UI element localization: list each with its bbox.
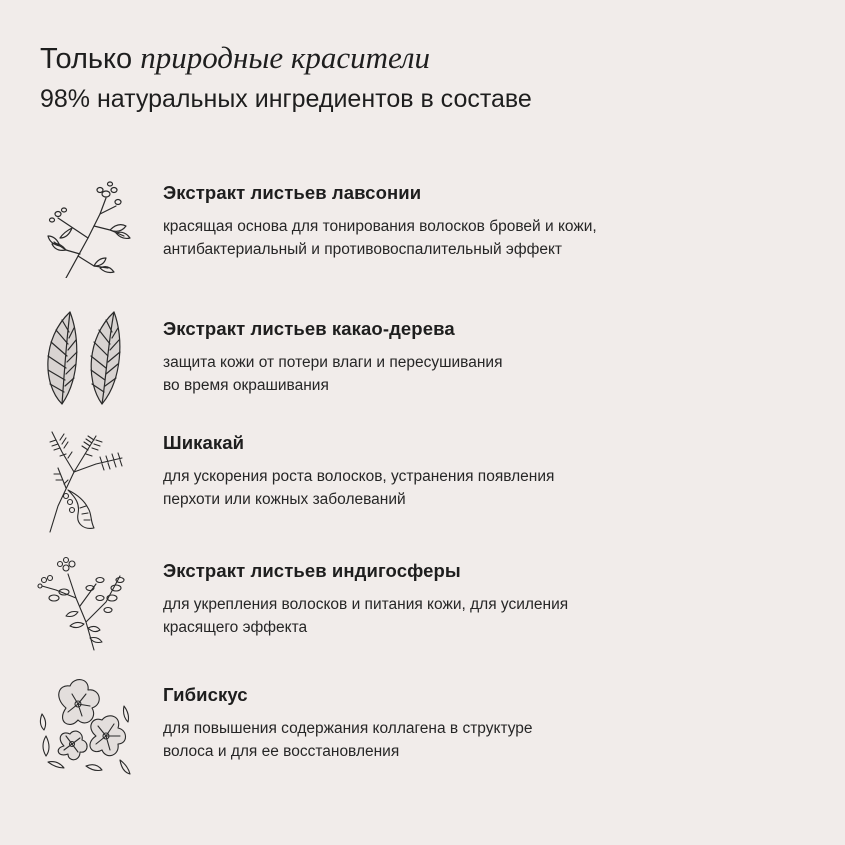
item-name: Экстракт листьев лавсонии — [163, 182, 422, 203]
page-title — [40, 38, 532, 79]
shikakai-branch-icon — [36, 424, 132, 534]
header — [40, 38, 532, 117]
item-description-line: перхоти или кожных заболеваний — [163, 490, 406, 508]
hibiscus-flower-icon — [36, 676, 132, 776]
item-description-line: красящая основа для тонирования волосков бровей и кожи, — [163, 218, 597, 235]
cocoa-leaves-icon — [36, 308, 132, 408]
item-name: Шикакай — [163, 432, 245, 453]
item-description-line: красящего эффекта — [163, 618, 308, 636]
page-subtitle: 98% натуральных ингредиентов в составе — [40, 85, 532, 113]
title-plain: Только — [40, 43, 133, 75]
item-name: Экстракт листьев какао-дерева — [163, 318, 455, 339]
item-description — [163, 352, 813, 397]
item-description — [163, 594, 813, 639]
item-name: Экстракт листьев индигосферы — [163, 560, 461, 581]
item-description — [163, 718, 813, 763]
item-description — [163, 466, 813, 511]
item-description — [163, 216, 813, 261]
indigofera-plant-icon — [36, 554, 132, 654]
item-description-line: защита кожи от потери влаги и пересушивания — [163, 354, 503, 371]
item-description-line: для ускорения роста волосков, устранения появления — [163, 468, 555, 485]
title-accent: природные красители — [140, 40, 430, 75]
item-description-line: волоса и для ее восстановления — [163, 742, 400, 760]
item-description-line: антибактериальный и противовоспалительный эффект — [163, 240, 563, 258]
item-description-line: во время окрашивания — [163, 376, 329, 394]
item-description-line: для укрепления волосков и питания кожи, для усиления — [163, 596, 569, 613]
item-name: Гибискус — [163, 684, 248, 705]
lawsonia-plant-icon — [36, 178, 132, 278]
item-description-line: для повышения содержания коллагена в структуре — [163, 720, 533, 737]
